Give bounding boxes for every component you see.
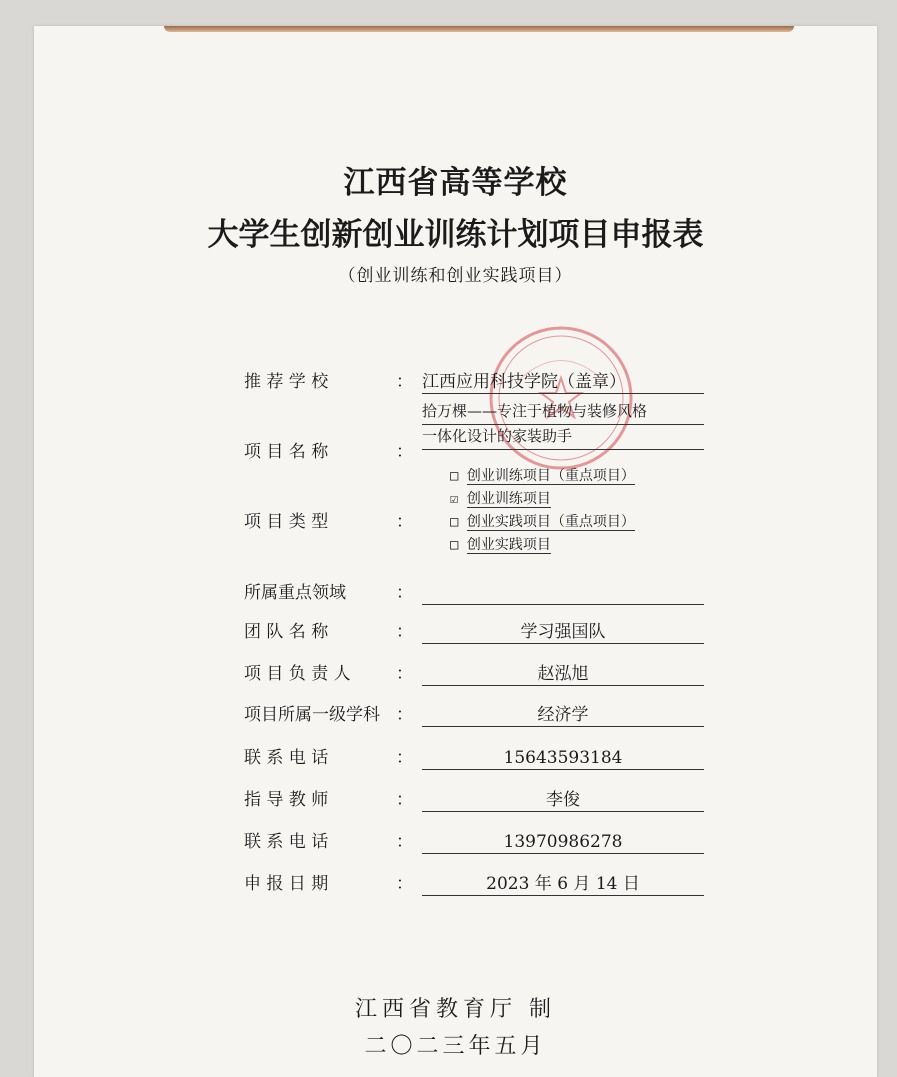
application-form-page (34, 26, 877, 1077)
project-name-line2: 一体化设计的家装助手 (422, 425, 704, 450)
school-colon: ： (396, 372, 413, 392)
issuer-text: 江西省教育厅 制 (355, 997, 556, 1022)
project-type-option-label: 创业训练项目 (466, 491, 551, 507)
phone-row-2 (244, 826, 704, 854)
date-label: 申 报 日 期 (244, 874, 329, 894)
phone-row-1 (244, 742, 704, 770)
date-underline (422, 895, 704, 896)
team-name-colon: ： (396, 622, 413, 642)
discipline-colon: ： (396, 705, 413, 725)
phone-value-1: 15643593184 (503, 748, 623, 768)
team-name-row (244, 616, 704, 644)
key-field-label: 所属重点领域 (244, 583, 346, 603)
checked-checkbox-icon[interactable]: ☑ (450, 491, 459, 507)
school-label: 推 荐 学 校 (244, 372, 329, 392)
form-title-line1: 江西省高等学校 (343, 165, 568, 201)
project-type-options (450, 466, 635, 558)
advisor-colon: ： (396, 790, 413, 810)
leader-label: 项 目 负 责 人 (244, 664, 351, 684)
phone-colon-2: ： (396, 832, 413, 852)
advisor-label: 指 导 教 师 (244, 790, 329, 810)
form-subtitle: （创业训练和创业实践项目） (338, 266, 573, 286)
phone-label-1: 联 系 电 话 (244, 748, 329, 768)
phone-label-2: 联 系 电 话 (244, 832, 329, 852)
date-colon: ： (396, 874, 413, 894)
key-field-colon: ： (396, 583, 413, 603)
team-name-value: 学习强国队 (520, 622, 606, 642)
project-type-option-label: 创业实践项目（重点项目） (466, 514, 635, 530)
discipline-value: 经济学 (537, 705, 589, 725)
advisor-row (244, 784, 704, 812)
school-value: 江西应用科技学院（盖章） (422, 372, 626, 392)
project-name-label: 项 目 名 称 (244, 442, 329, 462)
project-name-value (422, 400, 704, 450)
advisor-underline (422, 811, 704, 812)
school-row (244, 366, 704, 394)
checkbox-icon[interactable]: □ (450, 537, 459, 553)
project-type-option-label: 创业实践项目 (466, 537, 551, 553)
advisor-value: 李俊 (546, 790, 580, 810)
project-type-option[interactable] (450, 535, 635, 558)
page-top-edge (164, 26, 794, 32)
issue-date-text: 二〇二三年五月 (364, 1034, 547, 1059)
project-type-option[interactable] (450, 512, 635, 535)
project-name-colon: ： (396, 442, 413, 462)
project-type-label: 项 目 类 型 (244, 512, 329, 532)
team-name-label: 团 队 名 称 (244, 622, 329, 642)
key-field-row (244, 577, 704, 605)
team-name-underline (422, 643, 704, 644)
phone-colon-1: ： (396, 748, 413, 768)
discipline-row (244, 699, 704, 727)
school-underline (422, 393, 704, 394)
date-value: 2023 年 6 月 14 日 (486, 874, 640, 894)
project-name-line1: 拾万棵——专注于植物与装修风格 (422, 400, 704, 425)
project-type-option[interactable] (450, 489, 635, 512)
key-field-underline (422, 604, 704, 605)
checkbox-icon[interactable]: □ (450, 514, 459, 530)
project-type-option[interactable] (450, 466, 635, 489)
leader-underline (422, 685, 704, 686)
phone-underline-1 (422, 769, 704, 770)
checkbox-icon[interactable]: □ (450, 468, 459, 484)
discipline-label: 项目所属一级学科 (244, 705, 380, 725)
phone-underline-2 (422, 853, 704, 854)
leader-value: 赵泓旭 (537, 664, 589, 684)
project-type-colon: ： (396, 512, 413, 532)
date-row (244, 868, 704, 896)
project-type-option-label: 创业训练项目（重点项目） (466, 468, 635, 484)
leader-colon: ： (396, 664, 413, 684)
leader-row (244, 658, 704, 686)
form-title-line2: 大学生创新创业训练计划项目申报表 (207, 217, 704, 253)
phone-value-2: 13970986278 (503, 832, 623, 852)
discipline-underline (422, 726, 704, 727)
